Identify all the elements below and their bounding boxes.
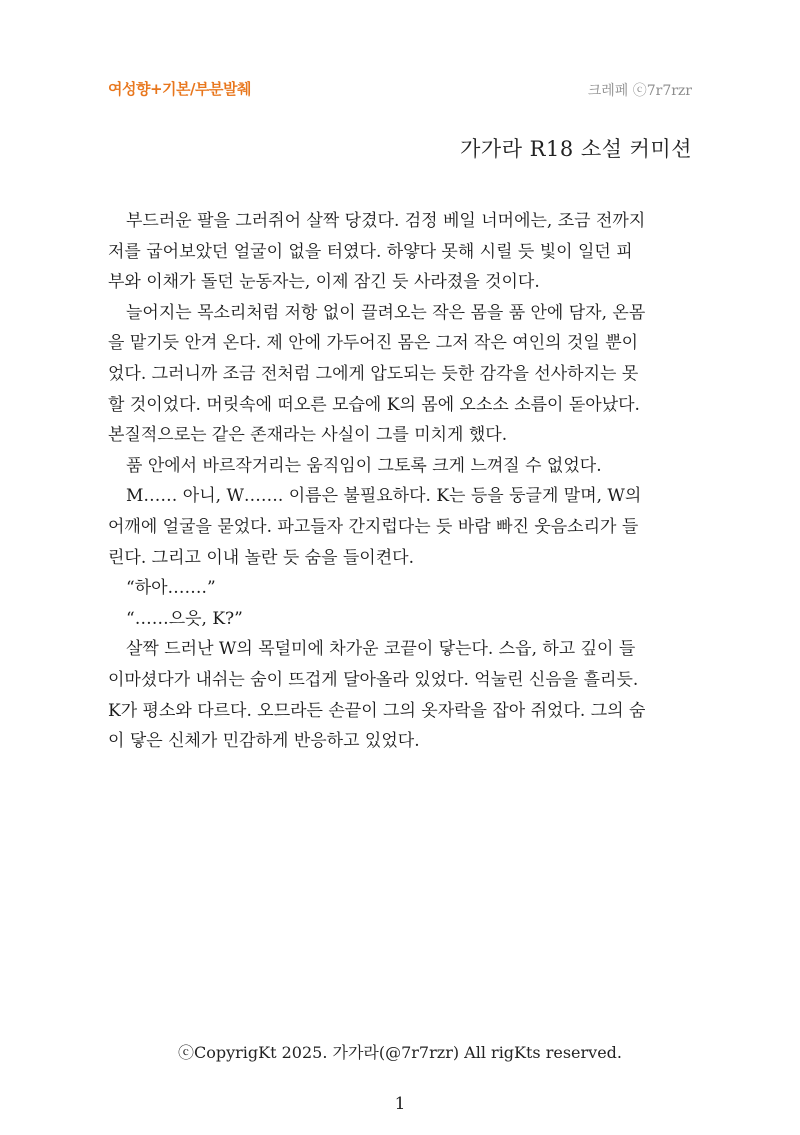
paragraph bbox=[108, 481, 692, 573]
text-line: 린다. 그리고 이내 놀란 듯 숨을 들이켠다. bbox=[108, 547, 414, 568]
text-line: 본질적으로는 같은 존재라는 사실이 그를 미치게 했다. bbox=[108, 425, 508, 446]
copyright-footer: ⓒCopyrigKt 2025. 가가라(@7r7rzr) All rigKts reserved. bbox=[177, 1043, 623, 1062]
text-line: “……으읏, K?” bbox=[126, 608, 243, 629]
text-line: 이마셨다가 내쉬는 숨이 뜨겁게 달아올라 있었다. 억눌린 신음을 흘리듯. bbox=[108, 669, 639, 690]
text-line: 부드러운 팔을 그러쥐어 살짝 당겼다. 검정 베일 너머에는, 조금 전까지 bbox=[126, 211, 646, 231]
text-line: M…… 아니, W……. 이름은 불필요하다. K는 등을 둥글게 말며, W의 bbox=[126, 486, 642, 507]
text-line: 었다. 그러니까 조금 전처럼 그에게 압도되는 듯한 감각을 선사하지는 못 bbox=[108, 363, 639, 384]
text-line: 이 닿은 신체가 민감하게 반응하고 있었다. bbox=[108, 731, 420, 752]
text-line: “하아…….” bbox=[126, 578, 216, 599]
genre-tag bbox=[108, 78, 251, 99]
paragraph bbox=[108, 298, 692, 451]
paragraph bbox=[108, 451, 692, 482]
text-line: 을 맡기듯 안겨 온다. 제 안에 가두어진 몸은 그저 작은 여인의 것일 뿐이 bbox=[108, 333, 639, 354]
text-line: 할 것이었다. 머릿속에 떠오른 모습에 K의 몸에 오소소 소름이 돋아났다. bbox=[108, 394, 640, 415]
text-line: 부와 이채가 돌던 눈동자는, 이제 잠긴 듯 사라졌을 것이다. bbox=[108, 272, 540, 293]
page-number: 1 bbox=[394, 1094, 406, 1114]
body-text bbox=[108, 206, 692, 757]
text-line: 품 안에서 바르작거리는 움직임이 그토록 크게 느껴질 수 없었다. bbox=[126, 455, 602, 476]
genre-tag-text: 여성향+기본/부분발췌 bbox=[108, 80, 251, 98]
paragraph bbox=[108, 573, 692, 604]
author-credit: 크레페 ⓒ7r7rzr bbox=[587, 83, 692, 99]
text-line: 늘어지는 목소리처럼 저항 없이 끌려오는 작은 몸을 품 안에 담자, 온몸 bbox=[126, 302, 646, 323]
paragraph bbox=[108, 604, 692, 635]
text-line: K가 평소와 다르다. 오므라든 손끝이 그의 옷자락을 잡아 쥐었다. 그의 숨 bbox=[108, 700, 646, 721]
document-title: 가가라 R18 소설 커미션 bbox=[460, 137, 692, 161]
text-line: 저를 굽어보았던 얼굴이 없을 터였다. 하얗다 못해 시릴 듯 빛이 일던 피 bbox=[108, 241, 633, 262]
paragraph bbox=[108, 634, 692, 756]
paragraph bbox=[108, 206, 692, 298]
text-line: 살짝 드러난 W의 목덜미에 차가운 코끝이 닿는다. 스읍, 하고 깊이 들 bbox=[126, 639, 636, 660]
text-line: 어깨에 얼굴을 묻었다. 파고들자 간지럽다는 듯 바람 빠진 웃음소리가 들 bbox=[108, 516, 639, 537]
